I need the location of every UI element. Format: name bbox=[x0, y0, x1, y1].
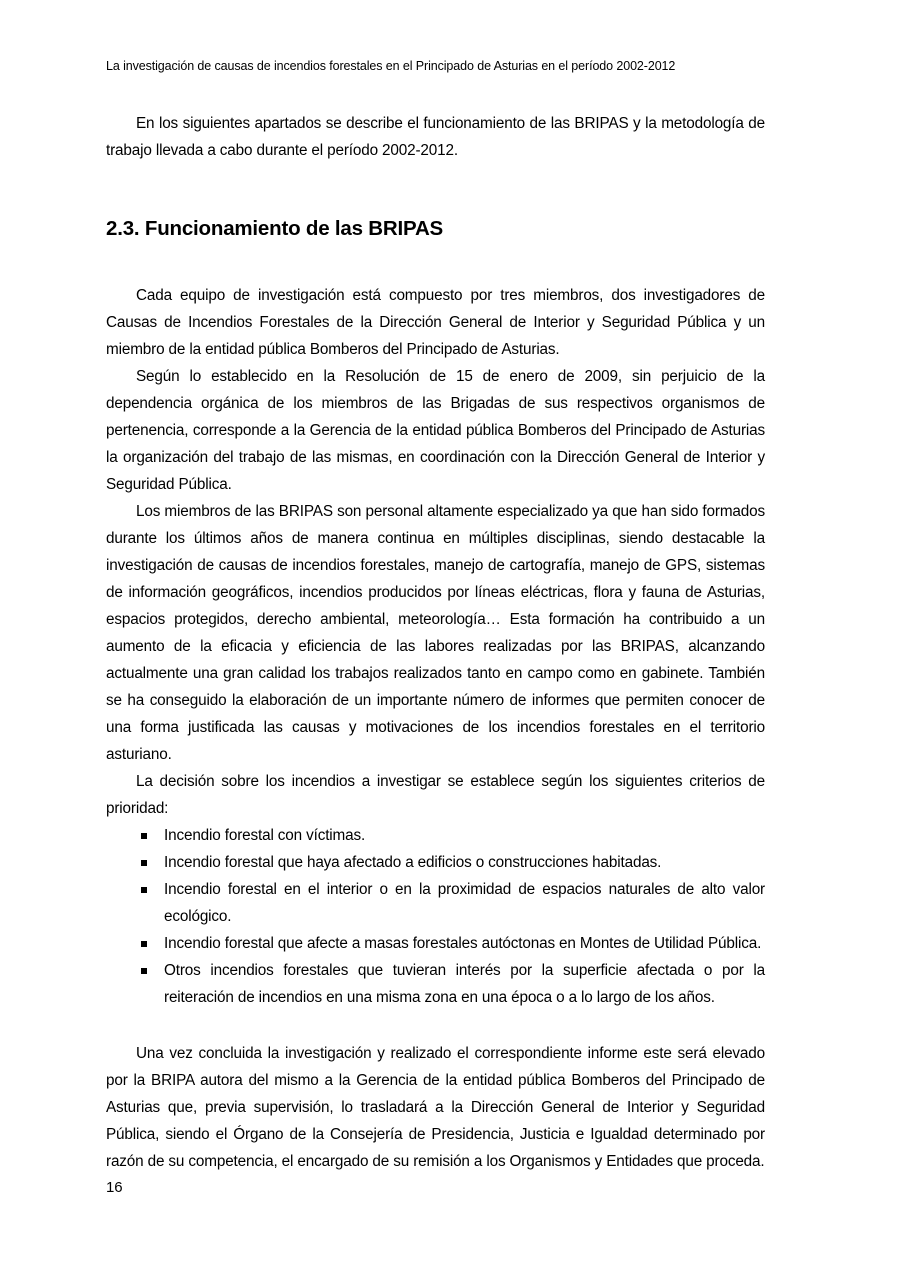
section-paragraph-1: Cada equipo de investigación está compuesto por tres miembros, dos investigadores de Causas de Incendios Forestales de la Dirección General de Interior y Seguridad Pública y un miembro de la entidad pública Bomberos del Principado de Asturias. bbox=[106, 287, 765, 358]
square-bullet-icon bbox=[141, 860, 147, 866]
list-item-label: Otros incendios forestales que tuvieran interés por la superficie afectada o por la reiteración de incendios en una misma zona en una época o a lo largo de los años. bbox=[164, 962, 765, 1006]
list-item bbox=[106, 930, 765, 957]
square-bullet-icon bbox=[141, 968, 147, 974]
section-heading: 2.3. Funcionamiento de las BRIPAS bbox=[106, 217, 444, 240]
criteria-list bbox=[106, 822, 765, 1011]
list-item-label: Incendio forestal que haya afectado a edificios o construcciones habitadas. bbox=[164, 854, 662, 871]
list-item bbox=[106, 957, 765, 1011]
square-bullet-icon bbox=[141, 887, 147, 893]
square-bullet-icon bbox=[141, 941, 147, 947]
page-content bbox=[106, 110, 765, 1175]
closing-paragraph-spacer bbox=[106, 1011, 765, 1040]
heading-bottom-spacer bbox=[106, 242, 765, 282]
square-bullet-icon bbox=[141, 833, 147, 839]
section-paragraph-4: La decisión sobre los incendios a investigar se establece según los siguientes criterios de prioridad: bbox=[106, 773, 765, 817]
list-item bbox=[106, 822, 765, 849]
list-item bbox=[106, 849, 765, 876]
closing-paragraph: Una vez concluida la investigación y realizado el correspondiente informe este será elevado por la BRIPA autora del mismo a la Gerencia de la entidad pública Bomberos del Principado de Asturias que, previa supervisión, lo trasladará a la Dirección General de Interior y Seguridad Pública, siendo el Órgano de la Consejería de Presidencia, Justicia e Igualdad determinado por razón de su competencia, el encargado de su remisión a los Organismos y Entidades que proceda. bbox=[106, 1045, 765, 1170]
list-item-label: Incendio forestal con víctimas. bbox=[164, 827, 366, 844]
running-header: La investigación de causas de incendios forestales en el Principado de Asturias en el período 2002-2012 bbox=[106, 59, 676, 73]
intro-paragraph: En los siguientes apartados se describe el funcionamiento de las BRIPAS y la metodología de trabajo llevada a cabo durante el período 2002-2012. bbox=[106, 115, 765, 159]
list-item-label: Incendio forestal que afecte a masas forestales autóctonas en Montes de Utilidad Pública. bbox=[164, 935, 762, 952]
section-paragraph-2: Según lo establecido en la Resolución de 15 de enero de 2009, sin perjuicio de la dependencia orgánica de los miembros de las Brigadas de sus respectivos organismos de pertenencia, corresponde a la Gerencia de la entidad pública Bomberos del Principado de Asturias la organización del trabajo de las mismas, en coordinación con la Dirección General de Interior y Seguridad Pública. bbox=[106, 368, 765, 493]
section-paragraph-3: Los miembros de las BRIPAS son personal altamente especializado ya que han sido formados durante los últimos años de manera continua en múltiples disciplinas, siendo destacable la investigación de causas de incendios forestales, manejo de cartografía, manejo de GPS, sistemas de información geográficos, incendios producidos por líneas eléctricas, flora y fauna de Asturias, espacios protegidos, derecho ambiental, meteorología… Esta formación ha contribuido a un aumento de la eficacia y eficiencia de las labores realizadas por las BRIPAS, alcanzando actualmente una gran calidad los trabajos realizados tanto en campo como en gabinete. También se ha conseguido la elaboración de un importante número de informes que permiten conocer de una forma justificada las causas y motivaciones de los incendios forestales en el territorio asturiano. bbox=[106, 503, 765, 763]
list-item-label: Incendio forestal en el interior o en la proximidad de espacios naturales de alto valor ecológico. bbox=[164, 881, 765, 925]
heading-top-spacer bbox=[106, 164, 765, 215]
list-item bbox=[106, 876, 765, 930]
page-number: 16 bbox=[106, 1179, 123, 1196]
